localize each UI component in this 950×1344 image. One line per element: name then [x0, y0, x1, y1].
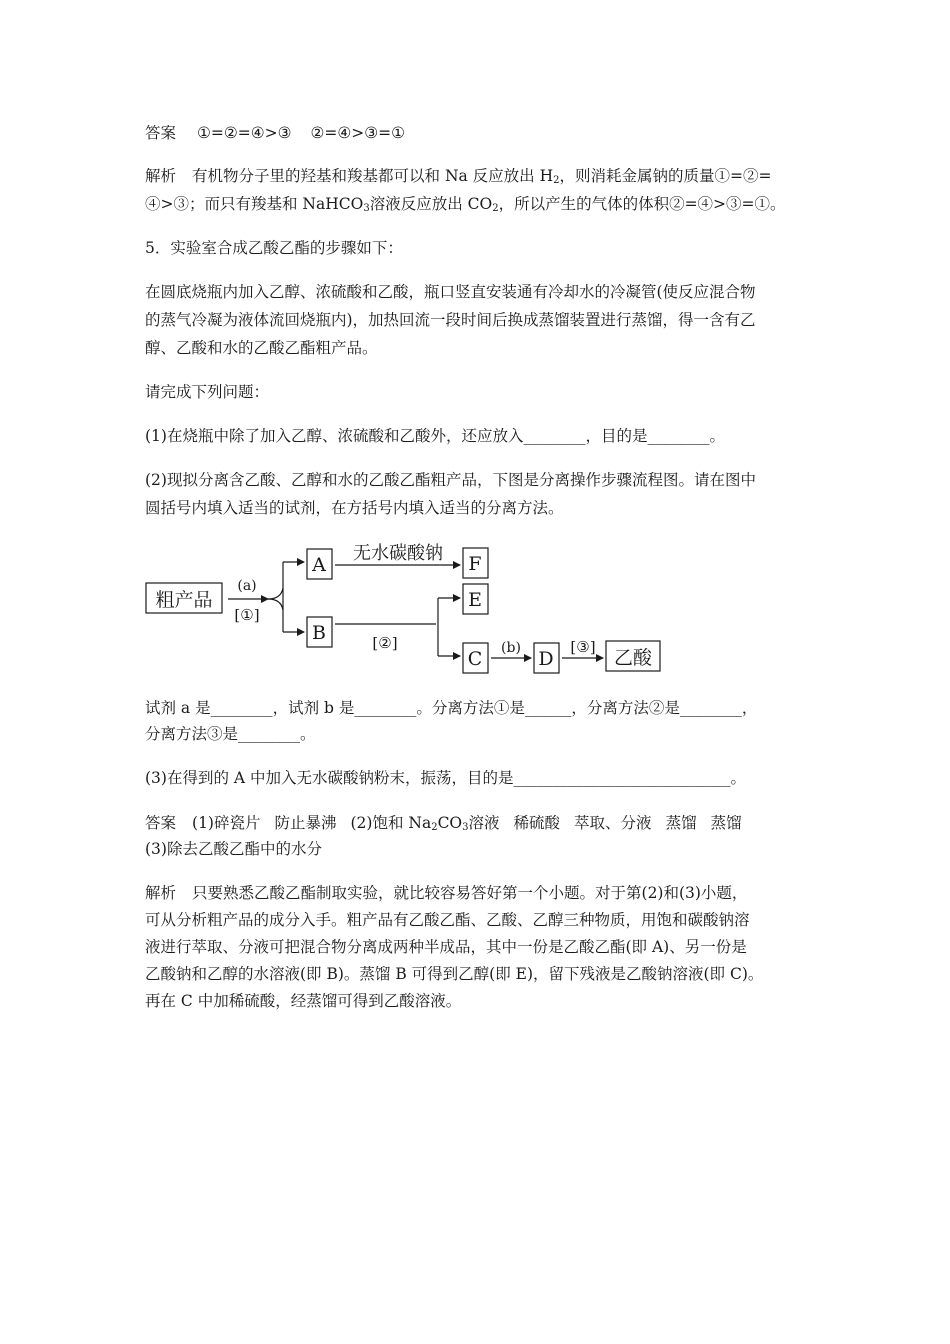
analysis-2-line-2: 可从分析粗产品的成分入手。粗产品有乙酸乙酯、乙酸、乙醇三种物质，用饱和碳酸钠溶: [145, 911, 750, 929]
label-method-2: [②]: [372, 634, 398, 652]
analysis-label: 解析: [145, 167, 177, 185]
question-5-part-2-line-1: (2)现拟分离含乙酸、乙醇和水的乙酸乙酯粗产品，下图是分离操作步骤流程图。请在图中: [145, 471, 756, 489]
subscript: 2: [431, 822, 438, 833]
analysis-2-line-1: [145, 880, 747, 906]
answer-text: 蒸馏: [665, 814, 697, 832]
question-5-desc-2: 的蒸气冷凝为液体流回烧瓶内)，加热回流一段时间后换成蒸馏装置进行蒸馏，得一含有乙: [145, 311, 756, 329]
analysis-2-line-5: 再在 C 中加稀硫酸，经蒸馏可得到乙酸溶液。: [145, 992, 462, 1010]
subscript: 3: [462, 822, 469, 833]
question-5-blanks-1: 试剂 a 是________，试剂 b 是________。分离方法①是______，分离方法②是________，: [145, 699, 758, 717]
answer-text: CO: [437, 814, 463, 832]
answer-text: 稀硫酸: [513, 814, 561, 832]
answer-label: 答案: [145, 124, 177, 142]
label-reagent-a: (a): [237, 578, 257, 594]
analysis-text: 溶液反应放出 CO: [369, 195, 493, 213]
subscript: 2: [492, 203, 499, 214]
answer-part-1: ①=②=④>③: [196, 124, 292, 142]
label-method-3: [③]: [570, 638, 596, 656]
answer-label: 答案: [145, 814, 177, 832]
answer-part-2: ②=④>③=①: [310, 124, 405, 142]
label-A: A: [312, 554, 326, 576]
analysis-text: ，则消耗金属钠的质量①=②=: [559, 167, 772, 185]
label-reagent-b: (b): [501, 640, 521, 656]
analysis-text: ④>③；而只有羧基和 NaHCO: [145, 195, 364, 213]
question-5-part-3: (3)在得到的 A 中加入无水碳酸钠粉末，振荡，目的是____________________________。: [145, 769, 747, 787]
answer-2-line-1: [145, 810, 742, 836]
question-5-part-2-line-2: 圆括号内填入适当的试剂，在方括号内填入适当的分离方法。: [145, 499, 564, 517]
answer-text: (2)饱和 Na: [350, 814, 432, 832]
question-5-title: 5．实验室合成乙酸乙酯的步骤如下：: [145, 239, 403, 257]
label-method-1: [①]: [234, 606, 260, 624]
analysis-2-line-3: 液进行萃取、分液可把混合物分离成两种半成品，其中一份是乙酸乙酯(即 A)、另一份是: [145, 938, 747, 956]
answer-2-line-2: (3)除去乙酸乙酯中的水分: [145, 840, 322, 858]
question-5-prompt: 请完成下列问题：: [145, 383, 270, 401]
answer-text: 溶液: [468, 814, 500, 832]
analysis-2-line-4: 乙酸钠和乙醇的水溶液(即 B)。蒸馏 B 可得到乙醇(即 E)，留下残液是乙酸钠溶液(即 C)。: [145, 965, 764, 983]
analysis-label: 解析: [145, 884, 177, 902]
question-5-part-1: (1)在烧瓶中除了加入乙醇、浓硫酸和乙酸外，还应放入________，目的是________。: [145, 427, 725, 445]
subscript: 2: [553, 175, 560, 186]
analysis-text: ，所以产生的气体的体积②=④>③=①。: [498, 195, 786, 213]
subscript: 3: [363, 203, 370, 214]
question-5-desc-3: 醇、乙酸和水的乙酸乙酯粗产品。: [145, 339, 378, 357]
question-5-blanks-2: 分离方法③是________。: [145, 725, 316, 743]
label-crude-product: 粗产品: [155, 589, 213, 611]
label-acetic-acid: 乙酸: [613, 647, 653, 669]
label-C: C: [467, 648, 483, 670]
label-E: E: [468, 589, 482, 611]
label-anhydrous: 无水碳酸钠: [353, 543, 443, 564]
answer-text: 蒸馏: [710, 814, 742, 832]
analysis-text: 有机物分子里的羟基和羧基都可以和 Na 反应放出 H: [192, 167, 554, 185]
analysis-text: 只要熟悉乙酸乙酯制取实验，就比较容易答好第一个小题。对于第(2)和(3)小题，: [192, 884, 748, 902]
label-D: D: [538, 648, 554, 670]
answer-text: (1)碎瓷片: [192, 814, 261, 832]
split-curve: [268, 588, 283, 599]
label-B: B: [312, 622, 326, 644]
split-curve-lower: [268, 599, 283, 610]
answer-text: 萃取、分液: [574, 814, 652, 832]
question-5-desc-1: 在圆底烧瓶内加入乙醇、浓硫酸和乙酸，瓶口竖直安装通有冷却水的冷凝管(使反应混合物: [145, 283, 756, 301]
answer-text: 防止暴沸: [274, 814, 337, 832]
label-F: F: [468, 553, 482, 575]
